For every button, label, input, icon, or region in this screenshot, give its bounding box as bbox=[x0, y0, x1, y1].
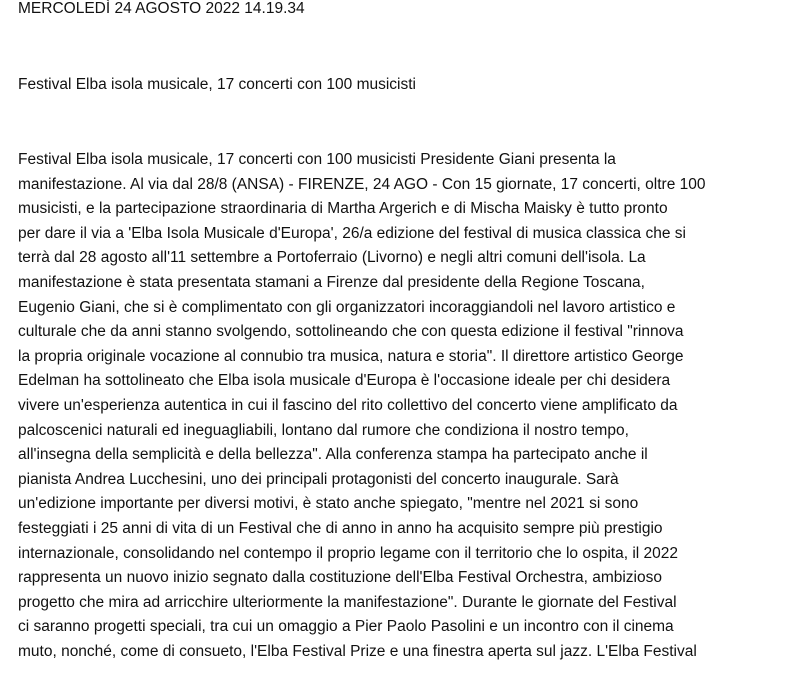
body-line: rappresenta un nuovo inizio segnato dalla costituzione dell'Elba Festival Orchestra, ambizioso bbox=[18, 569, 662, 587]
article-headline: Festival Elba isola musicale, 17 concerti con 100 musicisti bbox=[18, 76, 417, 93]
body-line: un'edizione importante per diversi motivi, è stato anche spiegato, "mentre nel 2021 si sono bbox=[18, 495, 639, 513]
article-body bbox=[18, 148, 778, 664]
body-line: progetto che mira ad arricchire ulteriormente la manifestazione". Durante le giornate del Festival bbox=[18, 593, 677, 611]
body-line: festeggiati i 25 anni di vita di un Festival che di anno in anno ha acquisito sempre più prestigio bbox=[18, 519, 663, 537]
body-line: internazionale, consolidando nel contempo il proprio legame con il territorio che lo ospita, il 2022 bbox=[18, 544, 678, 562]
body-line: culturale che da anni stanno svolgendo, sottolineando che con questa edizione il festival "rinnova bbox=[18, 323, 684, 341]
body-line: la propria originale vocazione al connubio tra musica, natura e storia". Il direttore artistico George bbox=[18, 347, 684, 365]
body-line: manifestazione è stata presentata stamani a Firenze dal presidente della Regione Toscana, bbox=[18, 273, 645, 291]
body-line: Edelman ha sottolineato che Elba isola musicale d'Europa è l'occasione ideale per chi desidera bbox=[18, 372, 671, 390]
body-line: muto, nonché, come di consueto, l'Elba Festival Prize e una finestra aperta sul jazz. L'Elba Festival bbox=[18, 642, 697, 660]
body-line: per dare il via a 'Elba Isola Musicale d'Europa', 26/a edizione del festival di musica classica che si bbox=[18, 224, 686, 242]
body-line: all'insegna della semplicità e della bellezza". Alla conferenza stampa ha partecipato anche il bbox=[18, 446, 648, 464]
body-line: ci saranno progetti speciali, tra cui un omaggio a Pier Paolo Pasolini e un incontro con il cinema bbox=[18, 618, 674, 636]
article-dateline: MERCOLEDÌ 24 AGOSTO 2022 14.19.34 bbox=[18, 0, 305, 17]
body-line: palcoscenici naturali ed ineguagliabili, lontano dal rumore che condiziona il nostro tempo, bbox=[18, 421, 629, 439]
body-line: manifestazione. Al via dal 28/8 (ANSA) - FIRENZE, 24 AGO - Con 15 giornate, 17 concerti, oltre 100 bbox=[18, 175, 706, 193]
body-line: vivere un'esperienza autentica in cui il fascino del rito collettivo del concerto viene amplificato da bbox=[18, 396, 678, 414]
body-line: musicisti, e la partecipazione straordinaria di Martha Argerich e di Mischa Maisky è tutto pronto bbox=[18, 200, 668, 218]
body-line: Festival Elba isola musicale, 17 concerti con 100 musicisti Presidente Giani presenta la bbox=[18, 151, 616, 168]
body-line: Eugenio Giani, che si è complimentato con gli organizzatori incoraggiandoli nel lavoro artistico e bbox=[18, 298, 676, 316]
body-line: pianista Andrea Lucchesini, uno dei principali protagonisti del concerto inaugurale. Sarà bbox=[18, 470, 619, 488]
body-line: terrà dal 28 agosto all'11 settembre a Portoferraio (Livorno) e negli altri comuni dell'isola. La bbox=[18, 249, 646, 267]
